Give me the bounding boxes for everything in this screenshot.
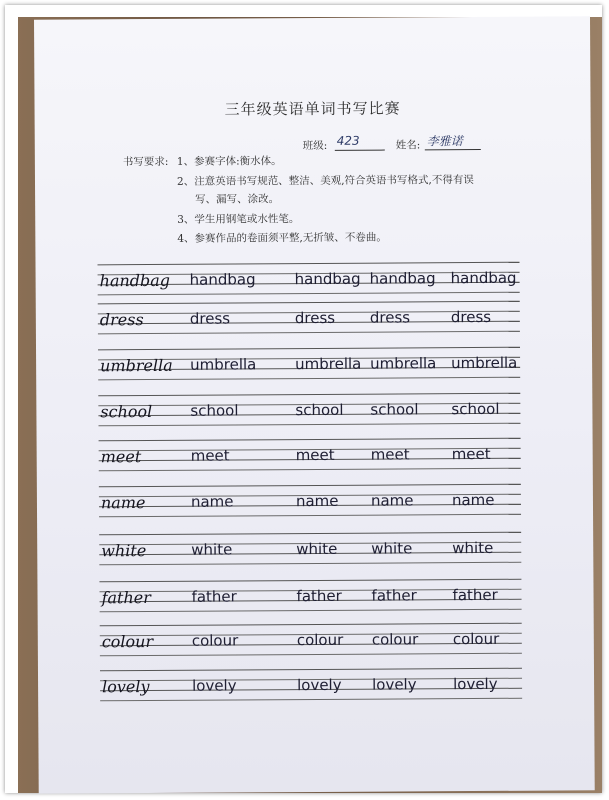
ruled-line xyxy=(98,423,520,427)
writing-row xyxy=(98,347,520,380)
ruled-line xyxy=(98,262,520,266)
handwritten-word: meet xyxy=(370,445,410,464)
class-value: 423 xyxy=(336,133,360,148)
sample-word: dress xyxy=(99,310,144,330)
handwritten-word: colour xyxy=(371,630,419,649)
handwritten-word: school xyxy=(190,401,239,420)
handwritten-word: handbag xyxy=(450,268,517,288)
name-label: 姓名: xyxy=(395,139,421,152)
handwritten-word: name xyxy=(451,490,495,510)
handwritten-word: school xyxy=(295,400,344,420)
ruled-line xyxy=(98,347,520,351)
handwritten-word: school xyxy=(451,399,500,419)
sample-word: school xyxy=(100,401,153,422)
ruled-line xyxy=(99,579,521,583)
requirements-heading: 书写要求: xyxy=(122,155,169,169)
ruled-line xyxy=(99,468,521,472)
name-underline xyxy=(425,149,481,150)
requirement-2: 2、注意英语书写规范、整洁、美观,符合英语书写格式,不得有误 xyxy=(176,174,474,188)
handwritten-word: dress xyxy=(369,308,411,327)
handwritten-word: white xyxy=(371,539,413,558)
handwritten-word: colour xyxy=(452,629,500,649)
handwritten-word: dress xyxy=(294,308,336,328)
ruled-line xyxy=(99,438,521,442)
requirement-1: 1、参赛字体:衡水体。 xyxy=(176,155,282,168)
handwritten-word: dress xyxy=(189,309,231,328)
handwritten-word: father xyxy=(296,586,342,606)
handwritten-word: colour xyxy=(191,631,239,650)
handwritten-word: handbag xyxy=(369,269,436,288)
writing-row xyxy=(100,668,522,701)
writing-row xyxy=(98,393,520,426)
ruled-line xyxy=(98,331,520,335)
handwritten-word: lovely xyxy=(192,676,237,695)
sample-word: handbag xyxy=(99,270,171,291)
sample-word: colour xyxy=(101,631,154,652)
handwritten-word: father xyxy=(452,585,498,605)
handwritten-word: name xyxy=(190,492,234,511)
ruled-line xyxy=(100,653,522,657)
ruled-line xyxy=(99,532,521,536)
handwritten-word: handbag xyxy=(189,270,256,289)
handwritten-word: umbrella xyxy=(370,354,437,373)
handwritten-word: white xyxy=(191,540,233,559)
writing-row xyxy=(99,579,521,612)
ruled-line xyxy=(99,562,521,566)
ruled-line xyxy=(100,668,522,672)
handwritten-word: name xyxy=(370,491,414,510)
name-value: 李雅诺 xyxy=(426,134,463,149)
handwritten-word: meet xyxy=(190,446,230,465)
handwritten-word: white xyxy=(296,539,338,559)
handwritten-word: lovely xyxy=(372,675,417,694)
worksheet-paper xyxy=(34,16,595,793)
handwritten-word: umbrella xyxy=(190,355,257,374)
handwritten-word: lovely xyxy=(453,674,498,694)
sample-word: lovely xyxy=(102,677,150,697)
ruled-line xyxy=(98,301,520,305)
handwritten-word: dress xyxy=(450,307,492,327)
class-label: 班级: xyxy=(302,139,328,153)
ruled-line xyxy=(98,393,520,397)
writing-row xyxy=(98,301,520,334)
writing-row xyxy=(99,484,521,517)
ruled-line xyxy=(99,514,521,518)
sample-word: name xyxy=(100,493,146,513)
ruled-line xyxy=(98,377,520,381)
sample-word: meet xyxy=(100,447,142,467)
sample-word: white xyxy=(101,541,147,561)
requirement-2-cont: 写、漏写、涂改。 xyxy=(195,193,280,206)
worksheet-title: 三年级英语单词书写比赛 xyxy=(224,99,401,119)
requirement-3: 3、学生用钢笔或水性笔。 xyxy=(177,213,300,226)
writing-row xyxy=(100,623,522,656)
ruled-line xyxy=(100,609,522,613)
sample-word: father xyxy=(101,587,151,608)
handwritten-word: colour xyxy=(296,630,344,650)
handwritten-word: white xyxy=(452,538,494,558)
writing-row xyxy=(99,438,521,471)
ruled-line xyxy=(98,292,520,296)
handwritten-word: name xyxy=(295,491,339,511)
handwritten-word: father xyxy=(371,586,417,605)
handwritten-word: umbrella xyxy=(451,353,518,373)
requirement-4: 4、参赛作品的卷面须平整,无折皱、不卷曲。 xyxy=(177,231,387,245)
class-underline xyxy=(335,150,385,151)
handwritten-word: father xyxy=(191,587,237,606)
writing-row xyxy=(99,532,521,565)
ruled-line xyxy=(100,623,522,627)
photo-frame xyxy=(5,5,602,793)
ruled-line xyxy=(100,698,522,702)
sample-word: umbrella xyxy=(100,355,173,376)
handwritten-word: lovely xyxy=(297,675,342,695)
handwritten-word: umbrella xyxy=(295,354,362,374)
handwritten-word: school xyxy=(370,400,419,419)
writing-row xyxy=(98,262,520,295)
handwritten-word: handbag xyxy=(294,269,361,289)
handwritten-word: meet xyxy=(451,444,491,464)
ruled-line xyxy=(99,484,521,488)
handwritten-word: meet xyxy=(295,445,335,465)
